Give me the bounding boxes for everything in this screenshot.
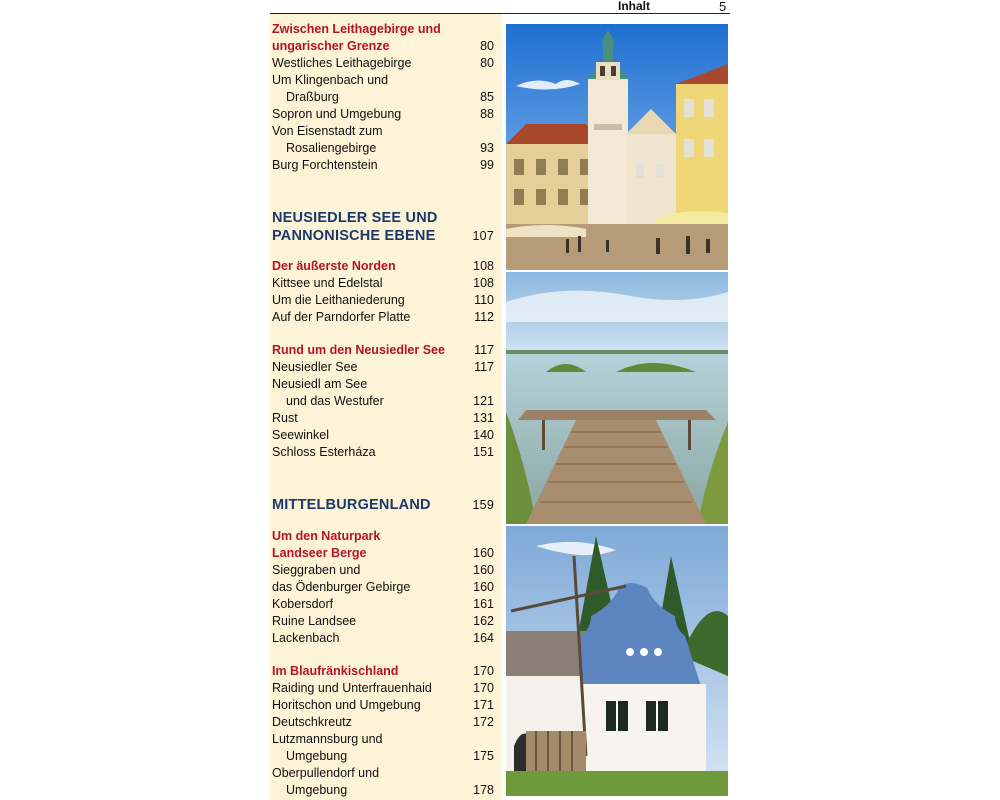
toc-entry[interactable] — [272, 227, 494, 245]
toc-entry[interactable] — [272, 748, 494, 765]
toc-entry[interactable] — [272, 209, 494, 227]
toc-entry-title: Neusiedler See — [272, 360, 358, 374]
toc-entry[interactable] — [272, 38, 494, 55]
photo-lake-jetty — [506, 272, 728, 524]
toc-entry-title: Deutschkreutz — [272, 715, 352, 729]
book-page — [270, 0, 730, 800]
toc-entry[interactable] — [272, 410, 494, 427]
toc-entry-page: 112 — [474, 310, 494, 324]
toc-entry-page: 151 — [473, 445, 494, 459]
toc-entry-page: 85 — [480, 90, 494, 104]
toc-entry-page: 140 — [473, 428, 494, 442]
toc-entry-title: ungarischer Grenze — [272, 39, 390, 53]
toc-entry-page: 160 — [473, 580, 494, 594]
toc-entry-title: Rund um den Neusiedler See — [272, 343, 445, 357]
toc-entry-page: 178 — [473, 783, 494, 797]
toc-entry[interactable] — [272, 258, 494, 275]
toc-entry-title: PANNONISCHE EBENE — [272, 228, 436, 244]
toc-entry-page: 172 — [473, 715, 494, 729]
toc-entry[interactable] — [272, 545, 494, 562]
toc-entry-page: 162 — [473, 614, 494, 628]
header-rule — [270, 13, 730, 14]
toc-entry[interactable] — [272, 55, 494, 72]
toc-entry-title: Der äußerste Norden — [272, 259, 396, 273]
toc-entry-title: Um den Naturpark — [272, 529, 381, 543]
toc-entry-title: Rust — [272, 411, 298, 425]
toc-entry-title: Um die Leithaniederung — [272, 293, 405, 307]
toc-entry-page: 160 — [473, 563, 494, 577]
toc-entry-page: 99 — [480, 158, 494, 172]
toc-entry-page: 160 — [473, 546, 494, 560]
toc-entry-page: 108 — [473, 276, 494, 290]
toc-entry-page: 170 — [473, 664, 494, 678]
toc-entry-page: 117 — [474, 360, 494, 374]
toc-entry[interactable] — [272, 106, 494, 123]
toc-entry-page: 159 — [472, 498, 494, 512]
toc-entry-page: 110 — [474, 293, 494, 307]
toc-entry[interactable] — [272, 123, 494, 140]
toc-entry[interactable] — [272, 359, 494, 376]
toc-entry[interactable] — [272, 782, 494, 799]
toc-entry-title: Burg Forchtenstein — [272, 158, 378, 172]
toc-entry[interactable] — [272, 528, 494, 545]
toc-entry-title: Neusiedl am See — [272, 377, 368, 391]
toc-entry-page: 88 — [480, 107, 494, 121]
toc-entry[interactable] — [272, 562, 494, 579]
toc-entry[interactable] — [272, 630, 494, 647]
toc-entry-title: Ruine Landsee — [272, 614, 357, 628]
toc-entry-title: Horitschon und Umgebung — [272, 698, 421, 712]
toc-entry-title: Umgebung — [286, 749, 348, 763]
toc-entry-title: Kittsee und Edelstal — [272, 276, 383, 290]
toc-entry-title: Umgebung — [286, 783, 348, 797]
toc-entry-page: 107 — [472, 229, 494, 243]
toc-entry-title: Von Eisenstadt zum — [272, 124, 383, 138]
toc-entry-title: Sopron und Umgebung — [272, 107, 402, 121]
toc-entry[interactable] — [272, 765, 494, 782]
toc-entry-title: Um Klingenbach und — [272, 73, 389, 87]
photo-gable-house-well — [506, 526, 728, 796]
toc-entry-page: 117 — [474, 343, 494, 357]
toc-entry-title: NEUSIEDLER SEE UND — [272, 210, 438, 226]
toc-entry-page: 93 — [480, 141, 494, 155]
toc-entry-page: 170 — [473, 681, 494, 695]
toc-entry[interactable] — [272, 140, 494, 157]
running-header-title: Inhalt — [618, 0, 650, 13]
toc-entry[interactable] — [272, 342, 494, 359]
toc-entry[interactable] — [272, 309, 494, 326]
toc-entry[interactable] — [272, 21, 494, 38]
toc-entry-title: Sieggraben und — [272, 563, 361, 577]
toc-entry-title: Schloss Esterháza — [272, 445, 376, 459]
toc-entry[interactable] — [272, 663, 494, 680]
toc-entry-title: Landseer Berge — [272, 546, 367, 560]
toc-entry-page: 80 — [480, 56, 494, 70]
toc-entry-page: 131 — [473, 411, 494, 425]
toc-entry-page: 121 — [473, 394, 494, 408]
toc-entry-title: Westliches Leithagebirge — [272, 56, 412, 70]
toc-entry-page: 171 — [473, 698, 494, 712]
toc-entry[interactable] — [272, 697, 494, 714]
toc-entry-title: Zwischen Leithagebirge und — [272, 22, 441, 36]
toc-entry-title: Draßburg — [286, 90, 339, 104]
toc-entry-title: MITTELBURGENLAND — [272, 497, 431, 513]
toc-entry[interactable] — [272, 714, 494, 731]
toc-entry-page: 80 — [480, 39, 494, 53]
toc-entry-page: 164 — [473, 631, 494, 645]
toc-entry[interactable] — [272, 72, 494, 89]
toc-entry[interactable] — [272, 613, 494, 630]
toc-entry[interactable] — [272, 496, 494, 514]
toc-entry-title: Rosaliengebirge — [286, 141, 377, 155]
toc-entry-title: Lutzmannsburg und — [272, 732, 383, 746]
toc-entry[interactable] — [272, 89, 494, 106]
toc-entry[interactable] — [272, 376, 494, 393]
toc-entry-title: Raiding und Unterfrauenhaid — [272, 681, 432, 695]
toc-entry[interactable] — [272, 292, 494, 309]
toc-entry[interactable] — [272, 393, 494, 410]
toc-entry[interactable] — [272, 444, 494, 461]
toc-entry-title: Kobersdorf — [272, 597, 334, 611]
toc-entry-title: Oberpullendorf und — [272, 766, 380, 780]
toc-entry-page: 161 — [473, 597, 494, 611]
toc-entry-title: das Ödenburger Gebirge — [272, 580, 411, 594]
toc-entry[interactable] — [272, 579, 494, 596]
toc-entry-title: und das Westufer — [286, 394, 384, 408]
toc-entry-page: 108 — [473, 259, 494, 273]
photo-fire-tower-square — [506, 24, 728, 270]
toc-entry[interactable] — [272, 596, 494, 613]
toc-entry[interactable] — [272, 680, 494, 697]
toc-entry[interactable] — [272, 427, 494, 444]
toc-entry-title: Lackenbach — [272, 631, 340, 645]
toc-entry[interactable] — [272, 275, 494, 292]
page-number: 5 — [719, 0, 727, 14]
toc-entry-title: Im Blaufränkischland — [272, 664, 399, 678]
toc-entry-title: Auf der Parndorfer Platte — [272, 310, 411, 324]
toc-entry[interactable] — [272, 157, 494, 174]
toc-entry[interactable] — [272, 731, 494, 748]
toc-entry-title: Seewinkel — [272, 428, 329, 442]
toc-entry-page: 175 — [473, 749, 494, 763]
